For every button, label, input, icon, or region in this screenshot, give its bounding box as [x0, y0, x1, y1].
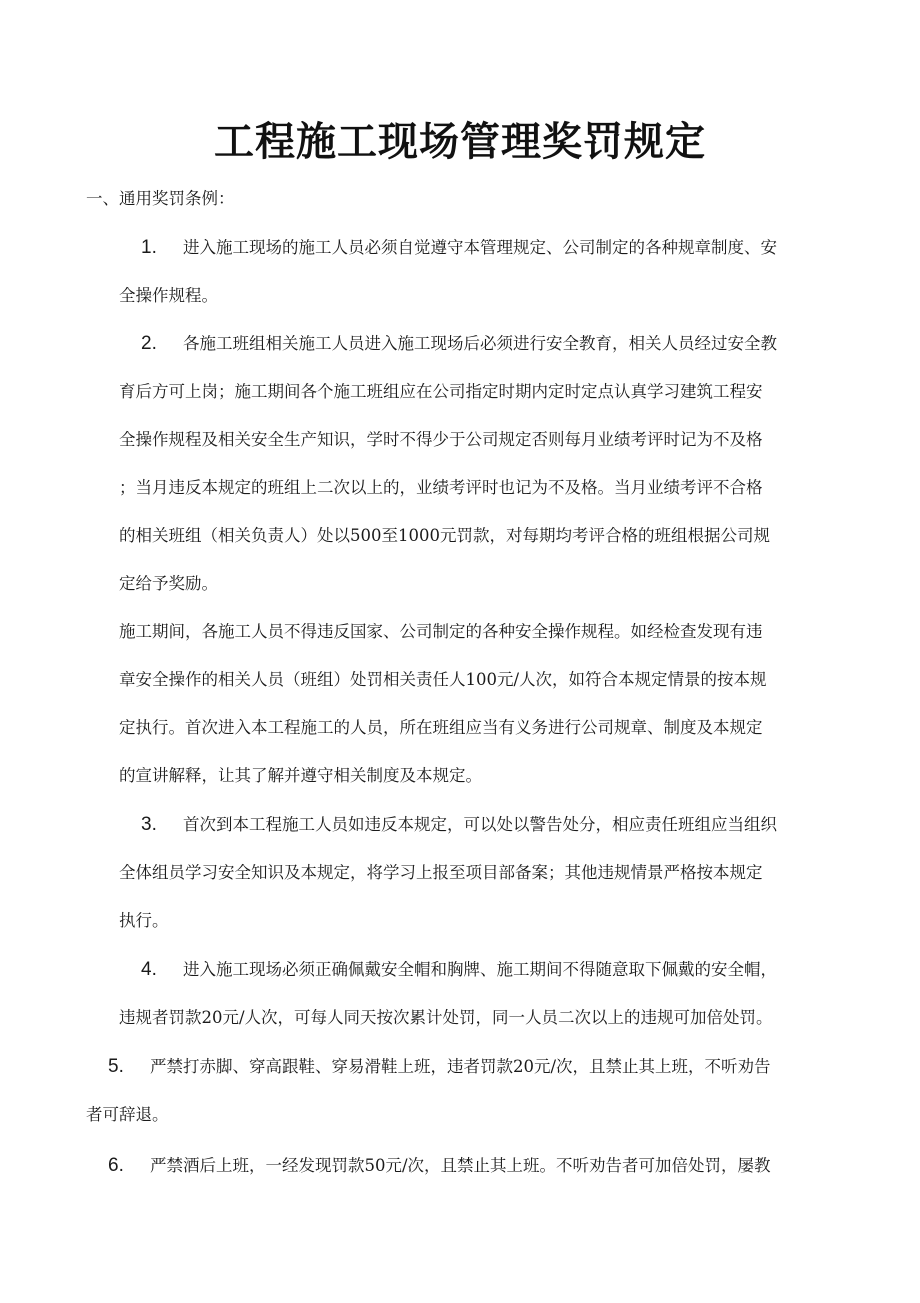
paragraph-line: 定执行。首次进入本工程施工的人员，所在班组应当有义务进行公司规章、制度及本规定 [119, 718, 763, 737]
document-title: 工程施工现场管理奖罚规定 [214, 119, 706, 165]
item-line: 严禁酒后上班，一经发现罚款50元/次，且禁止其上班。不听劝告者可加倍处罚，屡教 [150, 1156, 771, 1175]
item-line: 进入施工现场必须正确佩戴安全帽和胸牌、施工期间不得随意取下佩戴的安全帽， [183, 960, 777, 979]
item-line: 违规者罚款20元/人次，可每人同天按次累计处罚，同一人员二次以上的违规可加倍处罚。 [119, 1008, 773, 1027]
item-line: 全体组员学习安全知识及本规定，将学习上报至项目部备案；其他违规情景严格按本规定 [119, 863, 763, 882]
item-line: 进入施工现场的施工人员必须自觉遵守本管理规定、公司制定的各种规章制度、安 [183, 238, 777, 257]
section-heading: 一、通用奖罚条例： [86, 189, 235, 208]
item-line: 执行。 [119, 911, 169, 930]
item-line: 者可辞退。 [86, 1105, 169, 1124]
item-line: 首次到本工程施工人员如违反本规定，可以处以警告处分，相应责任班组应当组织 [183, 815, 777, 834]
item-line: 全操作规程。 [119, 286, 218, 305]
item-number: 1. [141, 237, 157, 258]
item-line: 的相关班组（相关负责人）处以500至1000元罚款，对每期均考评合格的班组根据公司规 [119, 526, 770, 545]
item-number: 6. [108, 1155, 124, 1176]
item-line: 全操作规程及相关安全生产知识，学时不得少于公司规定否则每月业绩考评时记为不及格 [119, 430, 763, 449]
item-line: 各施工班组相关施工人员进入施工现场后必须进行安全教育，相关人员经过安全教 [183, 334, 777, 353]
item-line: ；当月违反本规定的班组上二次以上的，业绩考评时也记为不及格。当月业绩考评不合格 [119, 478, 763, 497]
item-line: 定给予奖励。 [119, 574, 218, 593]
item-number: 5. [108, 1056, 124, 1077]
item-number: 2. [141, 333, 157, 354]
item-line: 育后方可上岗；施工期间各个施工班组应在公司指定时期内定时定点认真学习建筑工程安 [119, 382, 763, 401]
paragraph-line: 施工期间，各施工人员不得违反国家、公司制定的各种安全操作规程。如经检查发现有违 [119, 622, 763, 641]
item-number: 4. [141, 959, 157, 980]
item-line: 严禁打赤脚、穿高跟鞋、穿易滑鞋上班，违者罚款20元/次，且禁止其上班，不听劝告 [150, 1057, 771, 1076]
item-number: 3. [141, 814, 157, 835]
paragraph-line: 的宣讲解释，让其了解并遵守相关制度及本规定。 [119, 766, 482, 785]
paragraph-line: 章安全操作的相关人员（班组）处罚相关责任人100元/人次，如符合本规定情景的按本规 [119, 670, 767, 689]
